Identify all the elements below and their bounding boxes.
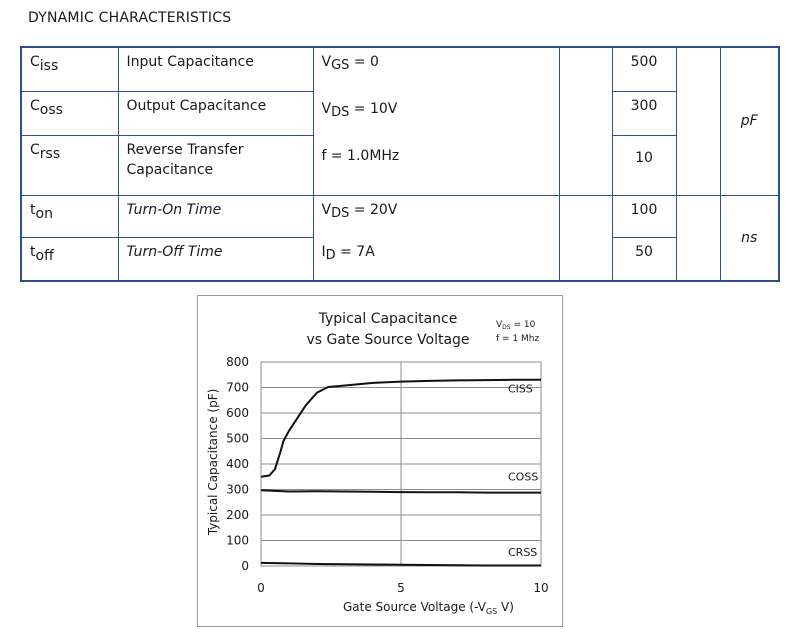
chart-svg: [198, 296, 562, 626]
capacitance-chart: [197, 295, 563, 627]
y-tick-label: 100: [226, 533, 249, 548]
parameter-cell: Input Capacitance: [118, 47, 313, 91]
table-row: [21, 195, 779, 237]
y-tick-label: 800: [226, 355, 249, 369]
typ-value-cell: 500: [612, 47, 676, 91]
symbol-cell: $t_{on}$: [21, 195, 118, 237]
symbol-cell: $t_{off}$: [21, 237, 118, 281]
chart-note-freq: f = 1 Mhz: [496, 334, 540, 344]
table-row: [21, 47, 779, 91]
parameter-cell: Output Capacitance: [118, 91, 313, 135]
x-axis-label: Gate Source Voltage ($-V_{GS}$ V): [343, 600, 514, 616]
chart-subtitle: vs Gate Source Voltage: [306, 332, 470, 348]
chart-title: Typical Capacitance: [318, 311, 458, 327]
symbol-cell: $C_{oss}$: [21, 91, 118, 135]
symbol-cell: $C_{iss}$: [21, 47, 118, 91]
conditions-cell: $V_{DS} = 20V$ $I_D = 7A$: [313, 195, 559, 281]
typ-value-cell: 100: [612, 195, 676, 237]
series-label-crss: CRSS: [508, 545, 538, 559]
y-tick-label: 700: [226, 380, 249, 395]
min-cell: [559, 195, 612, 281]
series-label-ciss: CISS: [508, 382, 533, 396]
chart-note-vds: $V_{DS} = 10$: [496, 320, 536, 331]
max-cell: [676, 47, 720, 195]
x-tick-labels: [257, 581, 548, 595]
series-label-coss: COSS: [508, 470, 539, 484]
x-tick-label: 0: [257, 581, 265, 595]
chart-grid: [261, 362, 541, 566]
parameter-cell: Turn-Off Time: [118, 237, 313, 281]
min-cell: [559, 47, 612, 195]
x-tick-label: 10: [533, 581, 549, 595]
y-axis-label: Typical Capacitance (pF): [206, 388, 220, 536]
parameter-cell: Reverse Transfer Capacitance: [118, 135, 313, 195]
y-tick-label: 600: [226, 406, 249, 420]
typ-value-cell: 300: [612, 91, 676, 135]
max-cell: [676, 195, 720, 281]
unit-cell: pF: [720, 47, 779, 195]
x-tick-label: 5: [397, 581, 405, 595]
y-tick-label: 0: [241, 559, 249, 573]
y-tick-label: 300: [226, 482, 249, 497]
conditions-cell: $V_{GS} = 0$ $V_{DS} = 10V$ f = 1.0MHz: [313, 47, 559, 195]
typ-value-cell: 50: [612, 237, 676, 281]
y-tick-labels: [226, 355, 249, 573]
parameter-cell: Turn-On Time: [118, 195, 313, 237]
y-tick-label: 400: [226, 457, 249, 471]
typ-value-cell: 10: [612, 135, 676, 195]
y-tick-label: 200: [226, 508, 249, 522]
unit-cell: ns: [720, 195, 779, 281]
symbol-cell: $C_{rss}$: [21, 135, 118, 195]
dynamic-characteristics-table: [20, 46, 780, 282]
y-tick-label: 500: [226, 431, 249, 446]
section-title: DYNAMIC CHARACTERISTICS: [28, 10, 232, 26]
